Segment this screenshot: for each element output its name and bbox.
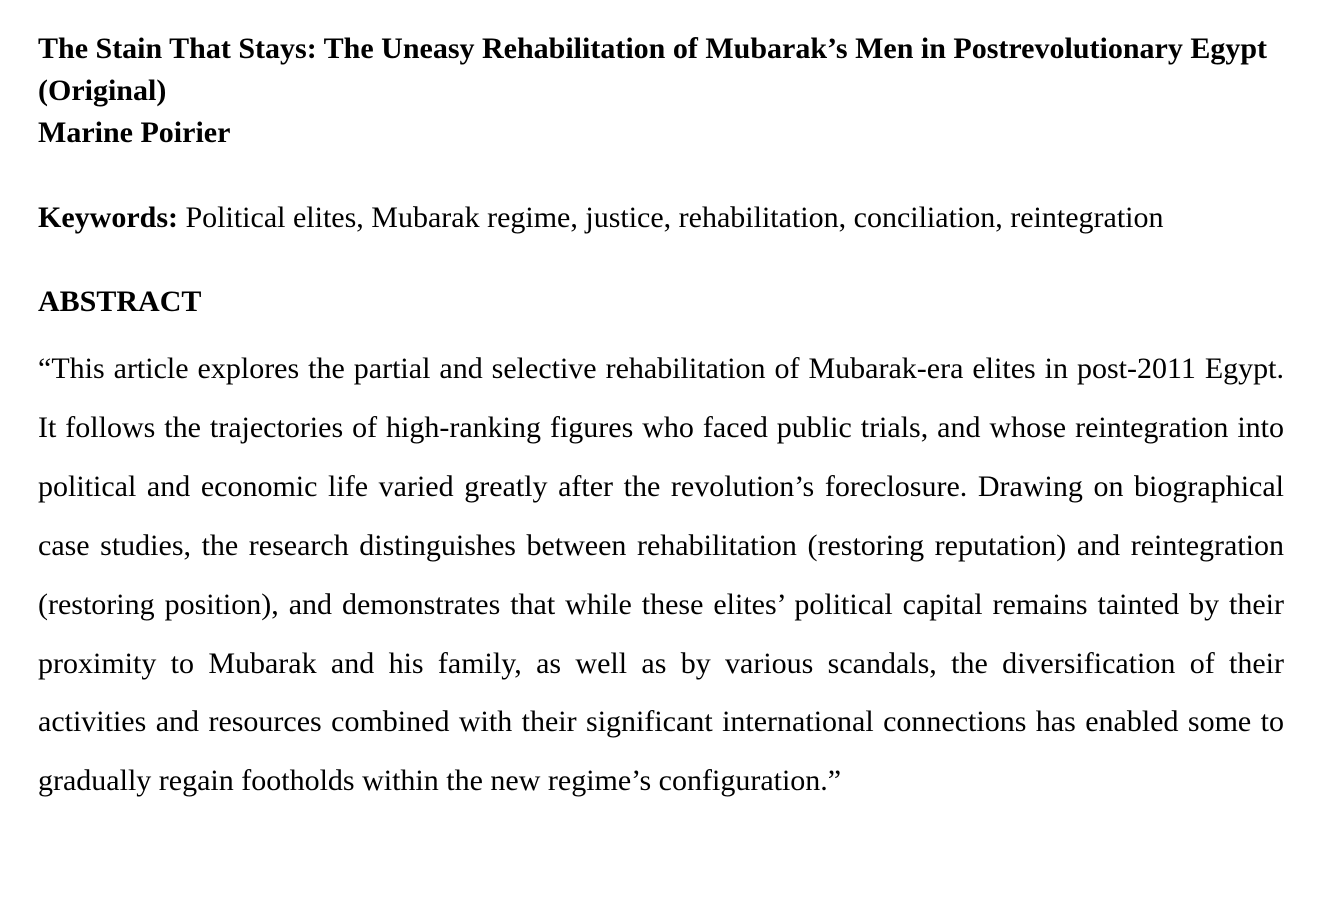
abstract-heading: ABSTRACT <box>38 285 202 318</box>
abstract-body: “This article explores the partial and selective rehabilitation of Mubarak-era elites in post-2011 Egypt. It follows the trajectories of high-ranking figures who faced public trials, and whose reintegration into political and economic life varied greatly after the revolution’s foreclosure. Drawing on biographical case studies, the research distinguishes between rehabilitation (restoring reputation) and reintegration (restoring position), and demonstrates that while these elites’ political capital remains tainted by their proximity to Mubarak and his family, as well as by various scandals, the diversification of their activities and resources combined with their significant international connections has enabled some to gradually regain footholds within the new regime’s configuration.” <box>38 352 1284 798</box>
author-name: Marine Poirier <box>38 116 231 149</box>
keywords-line <box>38 197 1284 239</box>
keywords-label: Keywords: <box>38 201 178 234</box>
document-page <box>38 28 1284 811</box>
keywords-text: Political elites, Mubarak regime, justice, rehabilitation, conciliation, reintegration <box>177 201 1164 234</box>
document-title: The Stain That Stays: The Uneasy Rehabilitation of Mubarak’s Men in Postrevolutionary Egypt (Original) <box>38 32 1268 107</box>
